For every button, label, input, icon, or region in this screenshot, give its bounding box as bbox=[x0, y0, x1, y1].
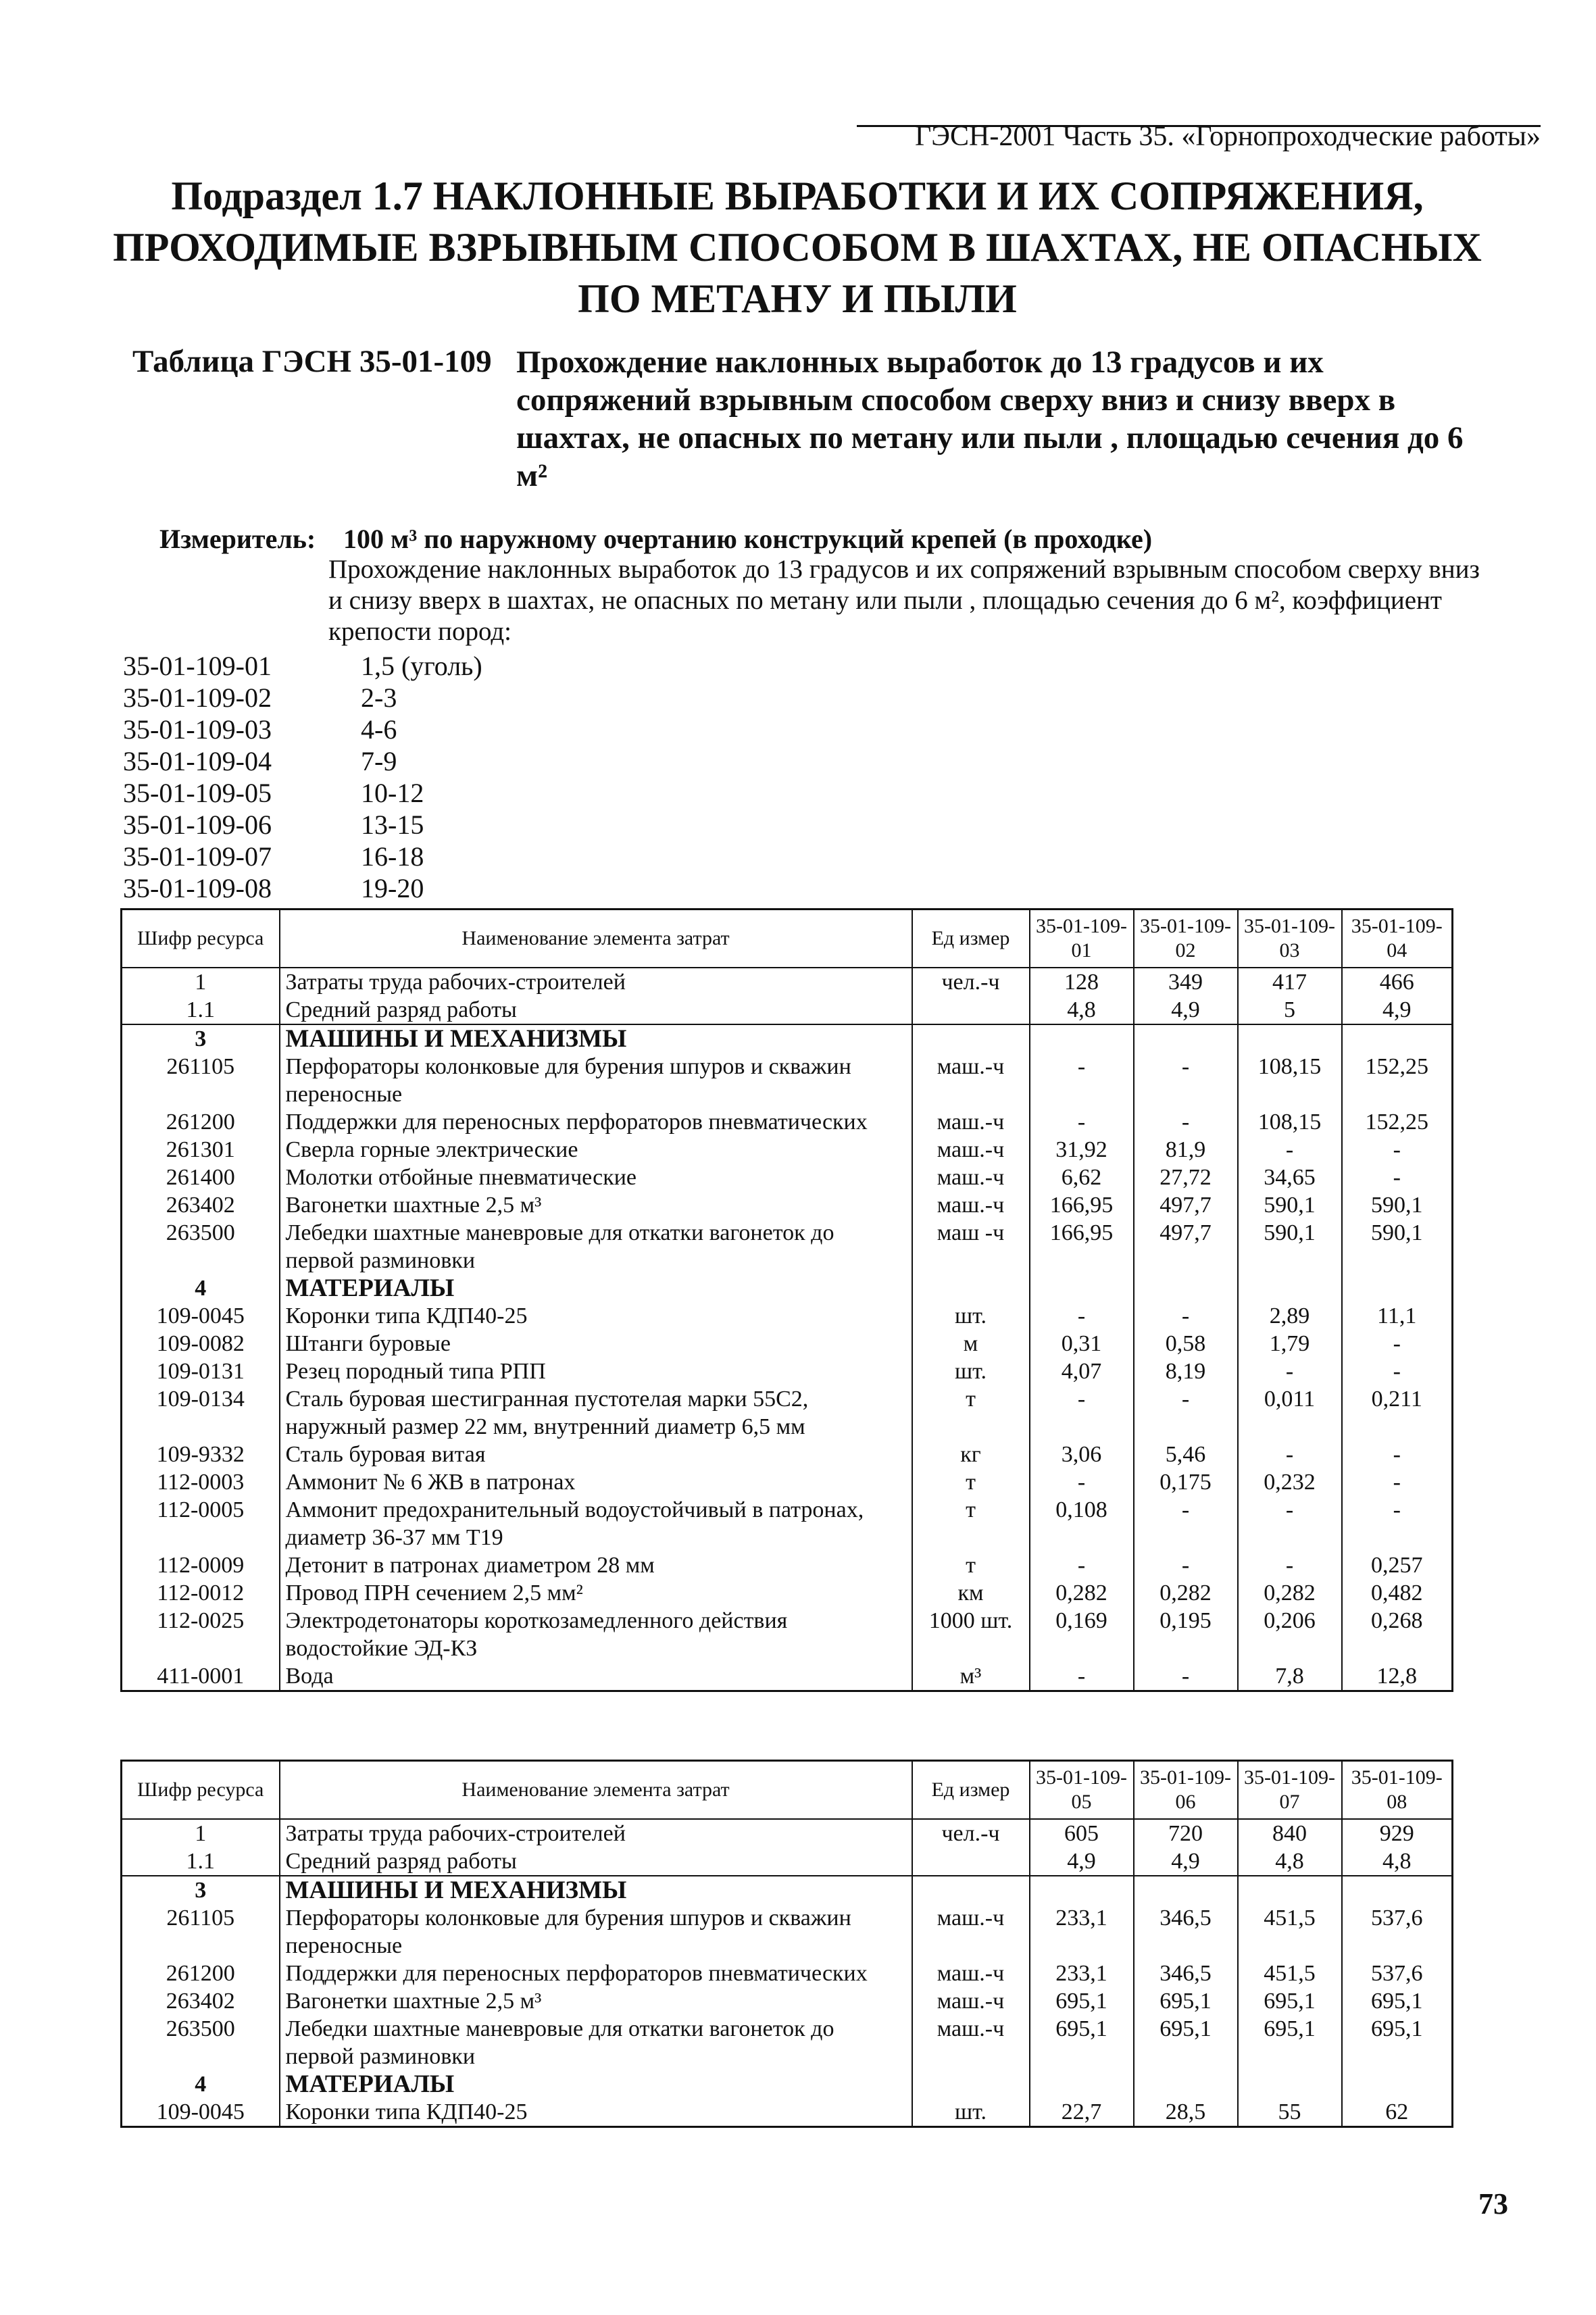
norm-value-cell: 34,65 bbox=[1238, 1164, 1342, 1191]
unit-cell: маш.-ч bbox=[912, 1136, 1030, 1164]
norm-value-cell: 0,108 bbox=[1030, 1496, 1134, 1551]
norm-value-cell: - bbox=[1238, 1441, 1342, 1468]
cost-element-cell: Аммонит предохранительный водоустойчивый в патронах, диаметр 36-37 мм Т19 bbox=[280, 1496, 912, 1551]
cost-element-cell: Поддержки для переносных перфораторов пневматических bbox=[280, 1960, 912, 1987]
norm-value-cell: 0,195 bbox=[1134, 1607, 1238, 1662]
norm-value-cell: 0,58 bbox=[1134, 1330, 1238, 1358]
cost-element-cell: Перфораторы колонковые для бурения шпуров и скважин переносные bbox=[280, 1053, 912, 1108]
section-row bbox=[122, 1274, 1453, 1302]
variant-item bbox=[123, 650, 482, 682]
header-resource-code: Шифр ресурса bbox=[122, 910, 280, 968]
cost-element-cell: Сталь буровая витая bbox=[280, 1441, 912, 1468]
resource-code-cell: 1.1 bbox=[122, 996, 280, 1024]
norm-value-cell: 0,282 bbox=[1238, 1579, 1342, 1607]
resource-code-cell: 109-0045 bbox=[122, 2098, 280, 2127]
unit-cell: маш.-ч bbox=[912, 1053, 1030, 1108]
table-row bbox=[122, 1960, 1453, 1987]
unit-label: Измеритель: bbox=[159, 524, 316, 554]
norm-value-cell: - bbox=[1134, 1385, 1238, 1441]
resource-code-cell: 112-0009 bbox=[122, 1551, 280, 1579]
resource-code-cell: 261105 bbox=[122, 1904, 280, 1960]
header-norm-col: 35-01-109-04 bbox=[1342, 910, 1453, 968]
norm-value-cell: 497,7 bbox=[1134, 1219, 1238, 1274]
unit-cell bbox=[912, 996, 1030, 1024]
variant-item bbox=[123, 809, 424, 841]
norm-value-cell bbox=[1238, 1876, 1342, 1904]
norm-value-cell: - bbox=[1342, 1164, 1453, 1191]
norm-value-cell: - bbox=[1342, 1441, 1453, 1468]
norm-value-cell: 22,7 bbox=[1030, 2098, 1134, 2127]
resource-code-cell: 261200 bbox=[122, 1108, 280, 1136]
resource-code-cell: 263402 bbox=[122, 1191, 280, 1219]
table-row bbox=[122, 1302, 1453, 1330]
resource-code-cell: 3 bbox=[122, 1024, 280, 1053]
variant-code: 35-01-109-06 bbox=[123, 810, 272, 840]
variant-code: 35-01-109-05 bbox=[123, 778, 272, 808]
unit-cell: кг bbox=[912, 1441, 1030, 1468]
norm-value-cell: 28,5 bbox=[1134, 2098, 1238, 2127]
norm-value-cell: 695,1 bbox=[1238, 1987, 1342, 2015]
norm-value-cell: 5 bbox=[1238, 996, 1342, 1024]
table-row bbox=[122, 1164, 1453, 1191]
norm-value-cell: - bbox=[1030, 1108, 1134, 1136]
norm-value-cell: 0,169 bbox=[1030, 1607, 1134, 1662]
page-number: 73 bbox=[1478, 2187, 1508, 2220]
norm-value-cell: 451,5 bbox=[1238, 1904, 1342, 1960]
cost-element-cell: Вода bbox=[280, 1662, 912, 1691]
header-unit: Ед измер bbox=[912, 1761, 1030, 1820]
cost-element-cell: Затраты труда рабочих-строителей bbox=[280, 1819, 912, 1847]
norm-value-cell: 466 bbox=[1342, 968, 1453, 996]
norm-value-cell: 537,6 bbox=[1342, 1904, 1453, 1960]
norm-value-cell bbox=[1134, 2070, 1238, 2098]
norm-value-cell: 5,46 bbox=[1134, 1441, 1238, 1468]
norm-value-cell: - bbox=[1134, 1496, 1238, 1551]
variant-code: 35-01-109-08 bbox=[123, 873, 272, 903]
norm-value-cell: 0,257 bbox=[1342, 1551, 1453, 1579]
norm-value-cell: 840 bbox=[1238, 1819, 1342, 1847]
table-row bbox=[122, 1819, 1453, 1847]
norm-value-cell: - bbox=[1030, 1551, 1134, 1579]
running-header: ГЭСН-2001 Часть 35. «Горнопроходческие работы» bbox=[915, 121, 1541, 152]
norm-value-cell: - bbox=[1134, 1302, 1238, 1330]
section-row bbox=[122, 2070, 1453, 2098]
norm-value-cell: 128 bbox=[1030, 968, 1134, 996]
norm-value-cell: 695,1 bbox=[1134, 1987, 1238, 2015]
norm-value-cell: 0,482 bbox=[1342, 1579, 1453, 1607]
unit-cell bbox=[912, 1876, 1030, 1904]
norm-value-cell bbox=[1134, 1274, 1238, 1302]
header-unit: Ед измер bbox=[912, 910, 1030, 968]
unit-cell bbox=[912, 2070, 1030, 2098]
unit-cell: 1000 шт. bbox=[912, 1607, 1030, 1662]
cost-element-cell: МАТЕРИАЛЫ bbox=[280, 2070, 912, 2098]
norm-value-cell: - bbox=[1342, 1468, 1453, 1496]
norm-value-cell: 0,232 bbox=[1238, 1468, 1342, 1496]
table-row bbox=[122, 1987, 1453, 2015]
norm-value-cell: 108,15 bbox=[1238, 1053, 1342, 1108]
cost-element-cell: Перфораторы колонковые для бурения шпуров и скважин переносные bbox=[280, 1904, 912, 1960]
table-row bbox=[122, 1385, 1453, 1441]
norm-value-cell: - bbox=[1030, 1385, 1134, 1441]
norm-value-cell: 590,1 bbox=[1342, 1191, 1453, 1219]
unit-cell: чел.-ч bbox=[912, 1819, 1030, 1847]
norm-value-cell: 695,1 bbox=[1238, 2015, 1342, 2070]
table-row bbox=[122, 1330, 1453, 1358]
norm-value-cell: 7,8 bbox=[1238, 1662, 1342, 1691]
norm-value-cell: - bbox=[1134, 1053, 1238, 1108]
unit-cell: шт. bbox=[912, 2098, 1030, 2127]
cost-element-cell: Сверла горные электрические bbox=[280, 1136, 912, 1164]
header-norm-col: 35-01-109-03 bbox=[1238, 910, 1342, 968]
resource-code-cell: 109-0131 bbox=[122, 1358, 280, 1385]
norm-value-cell bbox=[1134, 1876, 1238, 1904]
header-norm-col: 35-01-109-08 bbox=[1342, 1761, 1453, 1820]
norm-value-cell: 4,9 bbox=[1342, 996, 1453, 1024]
variant-value: 19-20 bbox=[361, 873, 424, 903]
norm-value-cell: 4,9 bbox=[1134, 996, 1238, 1024]
norm-value-cell bbox=[1030, 2070, 1134, 2098]
norm-value-cell bbox=[1342, 1024, 1453, 1053]
norm-value-cell: 695,1 bbox=[1342, 1987, 1453, 2015]
cost-element-cell: Сталь буровая шестигранная пустотелая марки 55С2, наружный размер 22 мм, внутренний диаметр 6,5 мм bbox=[280, 1385, 912, 1441]
unit-cell: т bbox=[912, 1468, 1030, 1496]
norm-value-cell: 0,211 bbox=[1342, 1385, 1453, 1441]
norm-value-cell: - bbox=[1342, 1330, 1453, 1358]
variant-item bbox=[123, 714, 397, 745]
work-description: Прохождение наклонных выработок до 13 градусов и их сопряжений взрывным способом сверху вниз и снизу вверх в шахтах, не опасных по метану или пыли , площадью сечения до 6 м², коэффициент крепости пород: bbox=[328, 555, 1480, 646]
norm-value-cell: - bbox=[1030, 1662, 1134, 1691]
resource-code-cell: 112-0003 bbox=[122, 1468, 280, 1496]
table-row bbox=[122, 1191, 1453, 1219]
variant-item bbox=[123, 777, 424, 809]
resource-code-cell: 261105 bbox=[122, 1053, 280, 1108]
header-norm-col: 35-01-109-06 bbox=[1134, 1761, 1238, 1820]
table-row bbox=[122, 996, 1453, 1024]
variant-item bbox=[123, 682, 397, 714]
norm-value-cell: 695,1 bbox=[1342, 2015, 1453, 2070]
norm-value-cell: 4,9 bbox=[1030, 1847, 1134, 1876]
table-row bbox=[122, 2098, 1453, 2127]
resource-code-cell: 112-0025 bbox=[122, 1607, 280, 1662]
norm-value-cell: 2,89 bbox=[1238, 1302, 1342, 1330]
resource-table-2 bbox=[120, 1760, 1453, 2128]
table-row bbox=[122, 1468, 1453, 1496]
norm-value-cell: 166,95 bbox=[1030, 1191, 1134, 1219]
unit-cell: маш.-ч bbox=[912, 1960, 1030, 1987]
norm-value-cell: 4,07 bbox=[1030, 1358, 1134, 1385]
norm-value-cell: 0,206 bbox=[1238, 1607, 1342, 1662]
norm-value-cell: 62 bbox=[1342, 2098, 1453, 2127]
table-row bbox=[122, 1108, 1453, 1136]
norm-value-cell: 349 bbox=[1134, 968, 1238, 996]
norm-value-cell: 152,25 bbox=[1342, 1053, 1453, 1108]
norm-value-cell bbox=[1342, 1274, 1453, 1302]
table-row bbox=[122, 1579, 1453, 1607]
norm-value-cell bbox=[1238, 1024, 1342, 1053]
norm-value-cell: 152,25 bbox=[1342, 1108, 1453, 1136]
norm-value-cell: 0,282 bbox=[1030, 1579, 1134, 1607]
norm-value-cell bbox=[1342, 1876, 1453, 1904]
cost-element-cell: Средний разряд работы bbox=[280, 1847, 912, 1876]
unit-cell: т bbox=[912, 1385, 1030, 1441]
norm-value-cell: 4,9 bbox=[1134, 1847, 1238, 1876]
norm-value-cell: - bbox=[1134, 1108, 1238, 1136]
norm-value-cell: 590,1 bbox=[1342, 1219, 1453, 1274]
unit-cell: км bbox=[912, 1579, 1030, 1607]
resource-code-cell: 261200 bbox=[122, 1960, 280, 1987]
norm-value-cell: - bbox=[1238, 1551, 1342, 1579]
norm-value-cell: 346,5 bbox=[1134, 1904, 1238, 1960]
resource-code-cell: 261301 bbox=[122, 1136, 280, 1164]
variant-value: 10-12 bbox=[361, 778, 424, 808]
table-row bbox=[122, 1136, 1453, 1164]
norm-value-cell: 929 bbox=[1342, 1819, 1453, 1847]
norm-value-cell: 4,8 bbox=[1030, 996, 1134, 1024]
cost-element-cell: Затраты труда рабочих-строителей bbox=[280, 968, 912, 996]
table-row bbox=[122, 1551, 1453, 1579]
cost-element-cell: МАШИНЫ И МЕХАНИЗМЫ bbox=[280, 1876, 912, 1904]
cost-element-cell: Коронки типа КДП40-25 bbox=[280, 2098, 912, 2127]
resource-code-cell: 4 bbox=[122, 2070, 280, 2098]
header-resource-code: Шифр ресурса bbox=[122, 1761, 280, 1820]
cost-element-cell: Лебедки шахтные маневровые для откатки вагонеток до первой разминовки bbox=[280, 1219, 912, 1274]
norm-value-cell: - bbox=[1030, 1053, 1134, 1108]
norm-value-cell: 605 bbox=[1030, 1819, 1134, 1847]
header-norm-col: 35-01-109-05 bbox=[1030, 1761, 1134, 1820]
resource-code-cell: 1.1 bbox=[122, 1847, 280, 1876]
resource-code-cell: 263500 bbox=[122, 1219, 280, 1274]
norm-value-cell: 8,19 bbox=[1134, 1358, 1238, 1385]
header-cost-element: Наименование элемента затрат bbox=[280, 1761, 912, 1820]
norm-value-cell: 233,1 bbox=[1030, 1904, 1134, 1960]
cost-element-cell: Провод ПРН сечением 2,5 мм² bbox=[280, 1579, 912, 1607]
variant-code: 35-01-109-01 bbox=[123, 651, 272, 681]
norm-value-cell: 695,1 bbox=[1030, 2015, 1134, 2070]
table-row bbox=[122, 1496, 1453, 1551]
cost-element-cell: Резец породный типа РПП bbox=[280, 1358, 912, 1385]
norm-value-cell: 695,1 bbox=[1134, 2015, 1238, 2070]
table-row bbox=[122, 1904, 1453, 1960]
unit-cell: шт. bbox=[912, 1302, 1030, 1330]
resource-code-cell: 112-0005 bbox=[122, 1496, 280, 1551]
section-row bbox=[122, 1024, 1453, 1053]
unit-cell bbox=[912, 1024, 1030, 1053]
norm-value-cell bbox=[1030, 1024, 1134, 1053]
norm-value-cell: 81,9 bbox=[1134, 1136, 1238, 1164]
norm-value-cell: 537,6 bbox=[1342, 1960, 1453, 1987]
unit-value: 100 м³ по наружному очертанию конструкций крепей (в проходке) bbox=[343, 524, 1153, 554]
resource-code-cell: 263500 bbox=[122, 2015, 280, 2070]
norm-value-cell: 27,72 bbox=[1134, 1164, 1238, 1191]
variant-code: 35-01-109-03 bbox=[123, 714, 272, 745]
norm-value-cell: 720 bbox=[1134, 1819, 1238, 1847]
norm-value-cell: 233,1 bbox=[1030, 1960, 1134, 1987]
norm-value-cell: 0,31 bbox=[1030, 1330, 1134, 1358]
norm-value-cell: 166,95 bbox=[1030, 1219, 1134, 1274]
table-row bbox=[122, 1441, 1453, 1468]
variant-item bbox=[123, 872, 424, 904]
table-row bbox=[122, 1607, 1453, 1662]
resource-code-cell: 109-0134 bbox=[122, 1385, 280, 1441]
unit-cell: маш.-ч bbox=[912, 1108, 1030, 1136]
norm-value-cell: 4,8 bbox=[1238, 1847, 1342, 1876]
resource-code-cell: 1 bbox=[122, 1819, 280, 1847]
table-caption-text: Прохождение наклонных выработок до 13 градусов и их сопряжений взрывным способом сверху вниз и снизу вверх в шахтах, не опасных по метану или пыли , площадью сечения до 6 м² bbox=[516, 345, 1464, 493]
resource-code-cell: 261400 bbox=[122, 1164, 280, 1191]
resource-code-cell: 109-0045 bbox=[122, 1302, 280, 1330]
resource-code-cell: 263402 bbox=[122, 1987, 280, 2015]
unit-cell: м bbox=[912, 1330, 1030, 1358]
unit-cell: маш.-ч bbox=[912, 2015, 1030, 2070]
unit-cell: т bbox=[912, 1496, 1030, 1551]
cost-element-cell: Коронки типа КДП40-25 bbox=[280, 1302, 912, 1330]
norm-value-cell bbox=[1342, 2070, 1453, 2098]
table-row bbox=[122, 1847, 1453, 1876]
resource-code-cell: 109-9332 bbox=[122, 1441, 280, 1468]
variant-item bbox=[123, 745, 397, 777]
cost-element-cell: Штанги буровые bbox=[280, 1330, 912, 1358]
unit-cell: маш.-ч bbox=[912, 1164, 1030, 1191]
resource-code-cell: 411-0001 bbox=[122, 1662, 280, 1691]
norm-value-cell: 0,268 bbox=[1342, 1607, 1453, 1662]
norm-value-cell: - bbox=[1134, 1551, 1238, 1579]
norm-value-cell bbox=[1030, 1876, 1134, 1904]
unit-cell: шт. bbox=[912, 1358, 1030, 1385]
table-caption-label: Таблица ГЭСН 35-01-109 bbox=[132, 344, 492, 379]
norm-value-cell: - bbox=[1134, 1662, 1238, 1691]
table-row bbox=[122, 2015, 1453, 2070]
cost-element-cell: Лебедки шахтные маневровые для откатки вагонеток до первой разминовки bbox=[280, 2015, 912, 2070]
unit-cell bbox=[912, 1847, 1030, 1876]
header-norm-col: 35-01-109-07 bbox=[1238, 1761, 1342, 1820]
variant-value: 1,5 (уголь) bbox=[361, 651, 482, 681]
cost-element-cell: Электродетонаторы короткозамедленного действия водостойкие ЭД-КЗ bbox=[280, 1607, 912, 1662]
variant-value: 2-3 bbox=[361, 682, 397, 713]
norm-value-cell: 108,15 bbox=[1238, 1108, 1342, 1136]
norm-value-cell: 4,8 bbox=[1342, 1847, 1453, 1876]
variant-code: 35-01-109-07 bbox=[123, 841, 272, 872]
norm-value-cell: 451,5 bbox=[1238, 1960, 1342, 1987]
variant-value: 13-15 bbox=[361, 810, 424, 840]
resource-table-1 bbox=[120, 908, 1453, 1692]
norm-value-cell: 31,92 bbox=[1030, 1136, 1134, 1164]
norm-value-cell bbox=[1030, 1274, 1134, 1302]
table-header-row bbox=[122, 910, 1453, 968]
cost-element-cell: Молотки отбойные пневматические bbox=[280, 1164, 912, 1191]
header-cost-element: Наименование элемента затрат bbox=[280, 910, 912, 968]
table-row bbox=[122, 1358, 1453, 1385]
cost-element-cell: Вагонетки шахтные 2,5 м³ bbox=[280, 1191, 912, 1219]
subsection-title: Подраздел 1.7 НАКЛОННЫЕ ВЫРАБОТКИ И ИХ СОПРЯЖЕНИЯ, ПРОХОДИМЫЕ ВЗРЫВНЫМ СПОСОБОМ В ШАХТАХ, НЕ ОПАСНЫХ ПО МЕТАНУ И ПЫЛИ bbox=[113, 174, 1482, 321]
norm-value-cell: 590,1 bbox=[1238, 1191, 1342, 1219]
unit-cell: маш.-ч bbox=[912, 1191, 1030, 1219]
unit-cell: чел.-ч bbox=[912, 968, 1030, 996]
unit-cell: т bbox=[912, 1551, 1030, 1579]
norm-value-cell: - bbox=[1342, 1358, 1453, 1385]
table-header-row bbox=[122, 1761, 1453, 1820]
cost-element-cell: Вагонетки шахтные 2,5 м³ bbox=[280, 1987, 912, 2015]
norm-value-cell: 695,1 bbox=[1030, 1987, 1134, 2015]
norm-value-cell: 3,06 bbox=[1030, 1441, 1134, 1468]
norm-value-cell: 417 bbox=[1238, 968, 1342, 996]
norm-value-cell: - bbox=[1238, 1136, 1342, 1164]
norm-value-cell bbox=[1238, 2070, 1342, 2098]
norm-value-cell: - bbox=[1030, 1302, 1134, 1330]
norm-value-cell: 590,1 bbox=[1238, 1219, 1342, 1274]
resource-code-cell: 112-0012 bbox=[122, 1579, 280, 1607]
cost-element-cell: Аммонит № 6 ЖВ в патронах bbox=[280, 1468, 912, 1496]
norm-value-cell: 6,62 bbox=[1030, 1164, 1134, 1191]
table-row bbox=[122, 1053, 1453, 1108]
cost-element-cell: МАШИНЫ И МЕХАНИЗМЫ bbox=[280, 1024, 912, 1053]
norm-value-cell: 0,011 bbox=[1238, 1385, 1342, 1441]
section-row bbox=[122, 1876, 1453, 1904]
norm-value-cell bbox=[1238, 1274, 1342, 1302]
unit-cell: маш.-ч bbox=[912, 1904, 1030, 1960]
norm-value-cell: 497,7 bbox=[1134, 1191, 1238, 1219]
variant-value: 16-18 bbox=[361, 841, 424, 872]
norm-value-cell: 1,79 bbox=[1238, 1330, 1342, 1358]
norm-value-cell: 11,1 bbox=[1342, 1302, 1453, 1330]
variant-item bbox=[123, 841, 424, 872]
resource-code-cell: 3 bbox=[122, 1876, 280, 1904]
resource-code-cell: 109-0082 bbox=[122, 1330, 280, 1358]
norm-value-cell: 12,8 bbox=[1342, 1662, 1453, 1691]
unit-cell: маш -ч bbox=[912, 1219, 1030, 1274]
norm-value-cell: - bbox=[1238, 1496, 1342, 1551]
table-row bbox=[122, 1219, 1453, 1274]
variant-code: 35-01-109-04 bbox=[123, 746, 272, 776]
variant-code: 35-01-109-02 bbox=[123, 682, 272, 713]
cost-element-cell: Детонит в патронах диаметром 28 мм bbox=[280, 1551, 912, 1579]
resource-code-cell: 1 bbox=[122, 968, 280, 996]
table-row bbox=[122, 1662, 1453, 1691]
variant-value: 7-9 bbox=[361, 746, 397, 776]
norm-value-cell: - bbox=[1342, 1496, 1453, 1551]
header-norm-col: 35-01-109-02 bbox=[1134, 910, 1238, 968]
cost-element-cell: МАТЕРИАЛЫ bbox=[280, 1274, 912, 1302]
header-norm-col: 35-01-109-01 bbox=[1030, 910, 1134, 968]
norm-value-cell: - bbox=[1238, 1358, 1342, 1385]
table-row bbox=[122, 968, 1453, 996]
unit-cell: маш.-ч bbox=[912, 1987, 1030, 2015]
norm-value-cell: - bbox=[1342, 1136, 1453, 1164]
norm-value-cell: 0,282 bbox=[1134, 1579, 1238, 1607]
unit-cell bbox=[912, 1274, 1030, 1302]
norm-value-cell bbox=[1134, 1024, 1238, 1053]
resource-code-cell: 4 bbox=[122, 1274, 280, 1302]
norm-value-cell: 0,175 bbox=[1134, 1468, 1238, 1496]
cost-element-cell: Средний разряд работы bbox=[280, 996, 912, 1024]
norm-value-cell: 346,5 bbox=[1134, 1960, 1238, 1987]
norm-value-cell: 55 bbox=[1238, 2098, 1342, 2127]
variant-value: 4-6 bbox=[361, 714, 397, 745]
norm-value-cell: - bbox=[1030, 1468, 1134, 1496]
cost-element-cell: Поддержки для переносных перфораторов пневматических bbox=[280, 1108, 912, 1136]
unit-cell: м³ bbox=[912, 1662, 1030, 1691]
